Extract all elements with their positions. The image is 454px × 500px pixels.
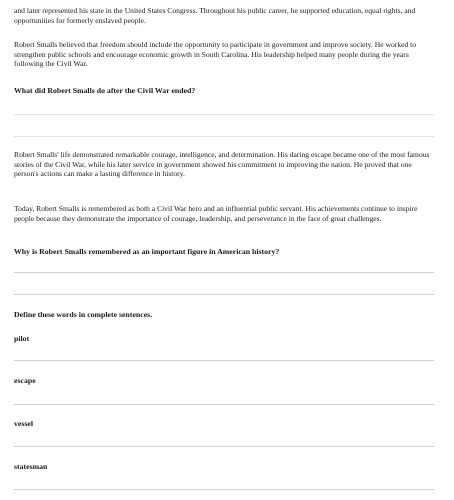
answer-line[interactable] (14, 136, 434, 137)
answer-line[interactable] (14, 272, 434, 273)
answer-line[interactable] (14, 489, 434, 490)
answer-line[interactable] (14, 404, 434, 405)
answer-line[interactable] (14, 360, 434, 361)
answer-line[interactable] (14, 114, 434, 115)
question-2: Why is Robert Smalls remembered as an important figure in American history? (14, 247, 280, 256)
passage-paragraph: Robert Smalls' life demonstrated remarkable courage, intelligence, and determination. His daring escape became one of the most famous stories of the Civil War, while his later service in government showed his commitment to improving the nation. He proved that one person's actions can make a lasting difference in history. (14, 150, 430, 179)
passage-paragraph: and later represented his state in the United States Congress. Throughout his public career, he supported education, equal rights, and opportunities for formerly enslaved people. (14, 6, 416, 25)
vocab-word-escape: escape (14, 376, 36, 385)
passage-paragraph: Robert Smalls believed that freedom should include the opportunity to participate in government and improve society. He worked to strengthen public schools and encourage economic growth in South Carolina. His leadership helped many people during the years following the Civil War. (14, 40, 417, 69)
vocab-word-statesman: statesman (14, 462, 48, 471)
question-1: What did Robert Smalls do after the Civil War ended? (14, 86, 196, 95)
answer-line[interactable] (14, 294, 434, 295)
vocabulary-heading: Define these words in complete sentences. (14, 310, 153, 319)
vocab-word-vessel: vessel (14, 419, 34, 428)
vocab-word-pilot: pilot (14, 334, 30, 343)
passage-paragraph: Today, Robert Smalls is remembered as both a Civil War hero and an influential public servant. His achievements continue to inspire people because they demonstrate the importance of courage, leadership, and perseverance in the face of great challenges. (14, 204, 418, 223)
answer-line[interactable] (14, 446, 434, 447)
